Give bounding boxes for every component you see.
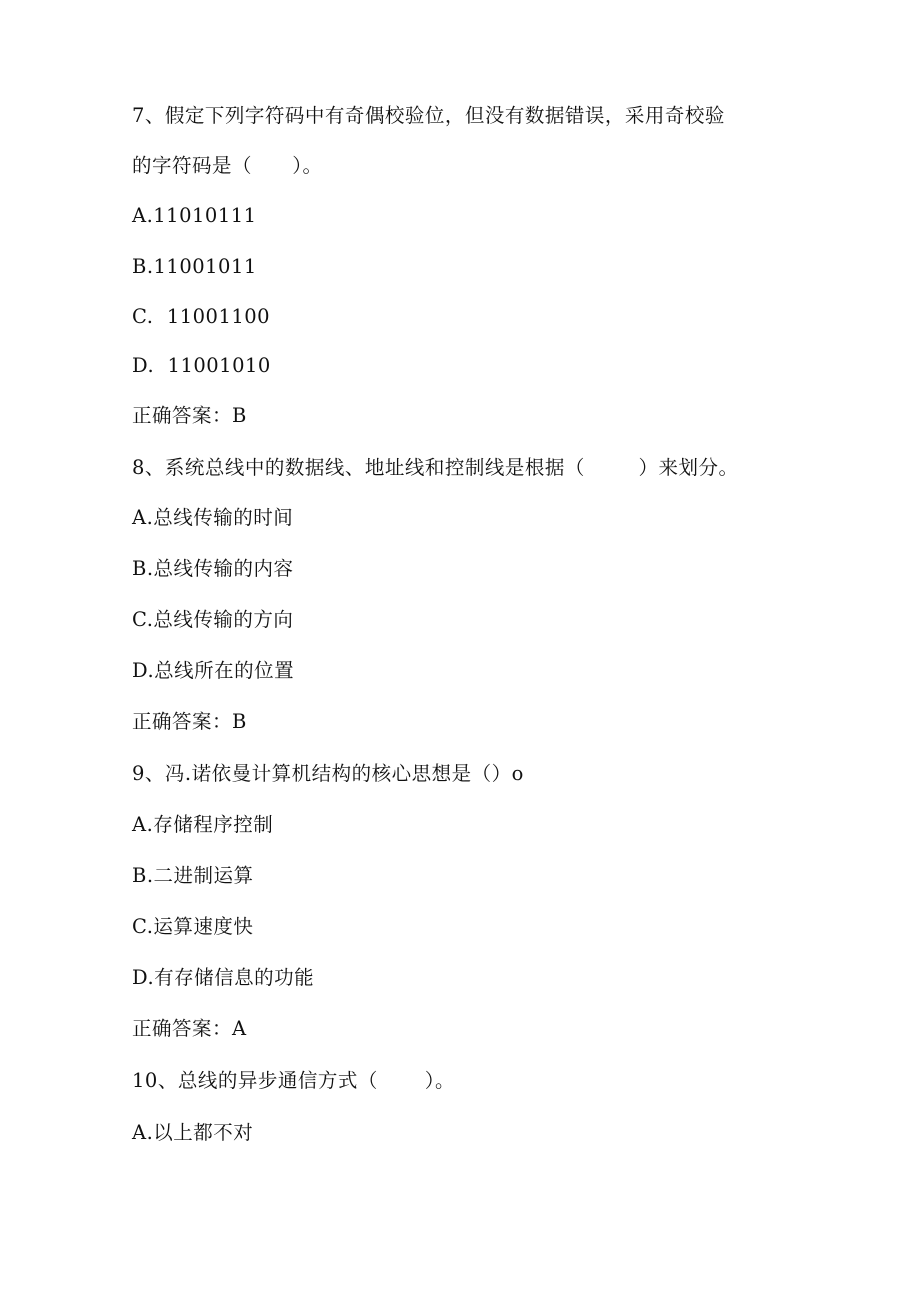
question-7-option-d: D. 11001010	[132, 354, 271, 377]
question-7-stem-line1: 7、假定下列字符码中有奇偶校验位，但没有数据错误，采用奇校验	[132, 104, 725, 127]
question-7-answer: 正确答案：B	[132, 404, 247, 427]
question-7-option-c: C. 11001100	[132, 305, 271, 328]
question-7-option-a: A.11010111	[132, 204, 257, 227]
question-8-option-d: D.总线所在的位置	[132, 659, 295, 682]
question-9-option-a: A.存储程序控制	[132, 813, 274, 836]
question-8-option-c: C.总线传输的方向	[132, 608, 294, 631]
question-7-stem-line2: 的字符码是（ ）。	[132, 154, 323, 177]
question-9-option-c: C.运算速度快	[132, 915, 254, 938]
question-10-stem: 10、总线的异步通信方式（ ）。	[132, 1069, 455, 1092]
question-9-stem: 9、冯.诺依曼计算机结构的核心思想是（）o	[132, 762, 524, 785]
question-8-answer: 正确答案：B	[132, 710, 247, 733]
question-9-answer: 正确答案：A	[132, 1017, 247, 1040]
question-9-option-b: B.二进制运算	[132, 864, 254, 887]
question-7-option-b: B.11001011	[132, 255, 257, 278]
question-8-option-b: B.总线传输的内容	[132, 557, 294, 580]
question-8-option-a: A.总线传输的时间	[132, 506, 294, 529]
question-10-option-a: A.以上都不对	[132, 1121, 254, 1144]
question-8-stem: 8、系统总线中的数据线、地址线和控制线是根据（ ）来划分。	[132, 456, 739, 479]
question-9-option-d: D.有存储信息的功能	[132, 966, 315, 989]
